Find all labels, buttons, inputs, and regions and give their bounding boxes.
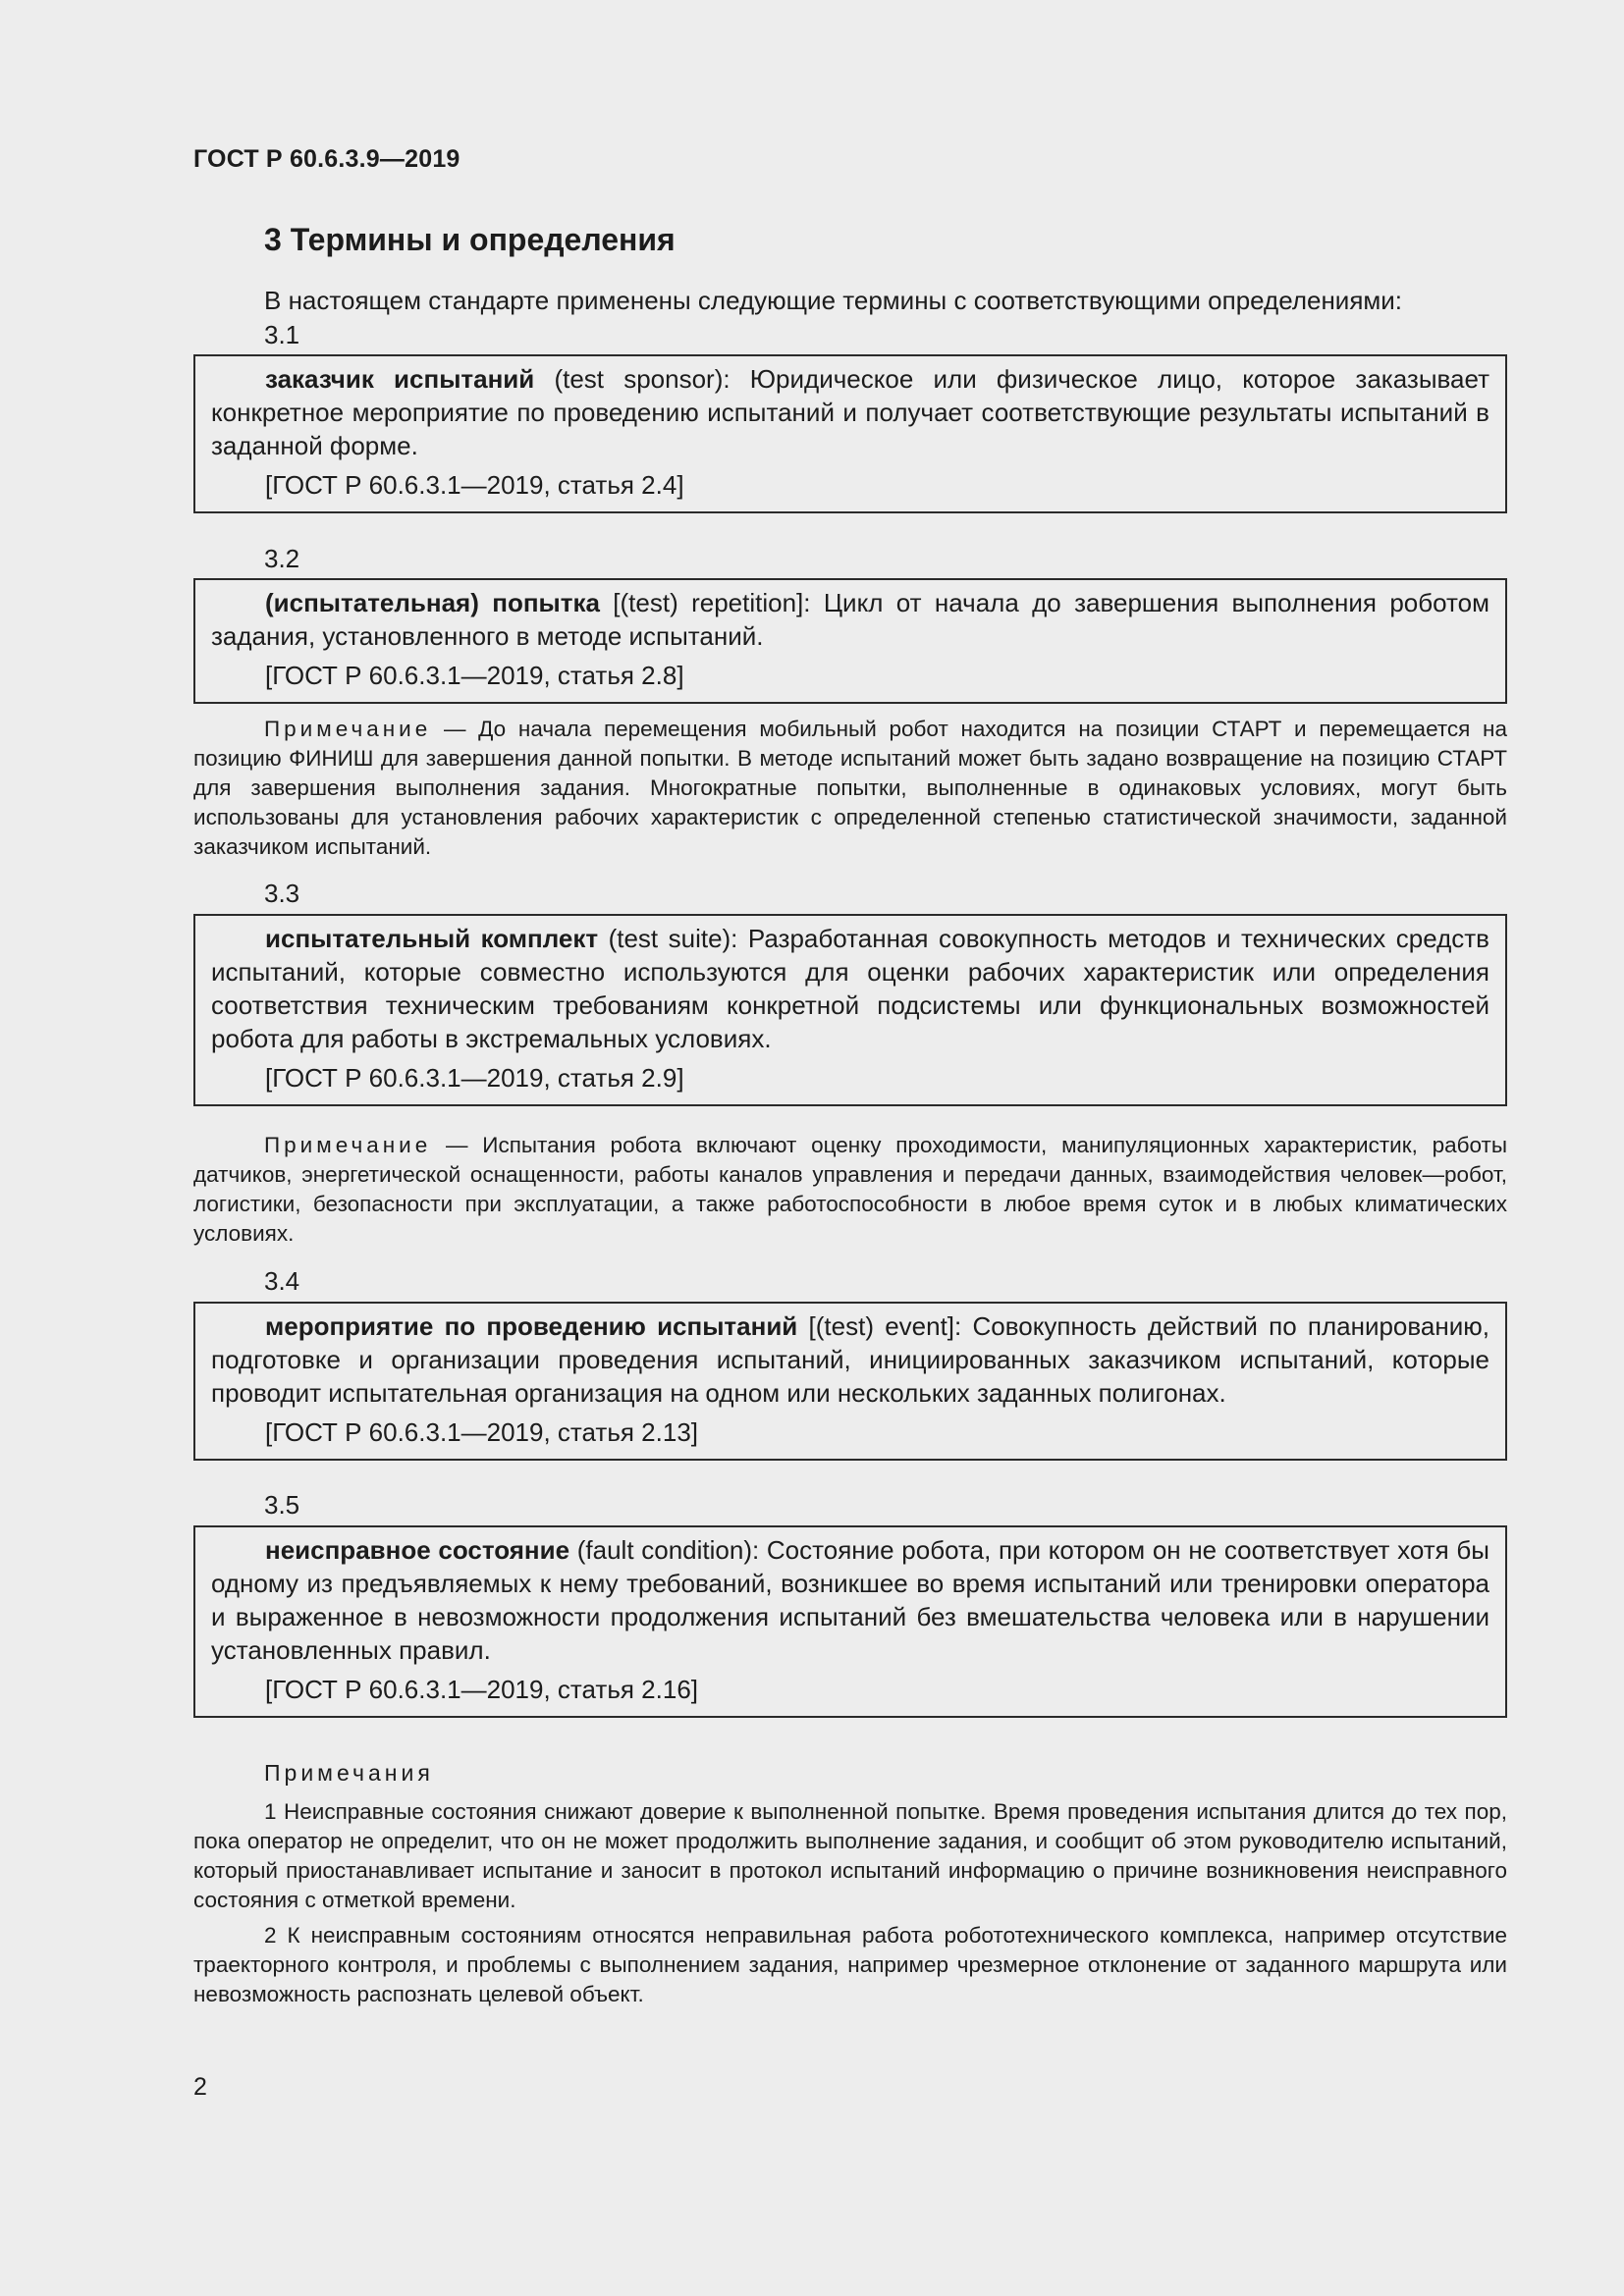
term-box	[193, 354, 1507, 513]
term-number: 3.3	[264, 879, 300, 908]
term-source: [ГОСТ Р 60.6.3.1—2019, статья 2.16]	[265, 1675, 698, 1704]
term-name: неисправное состояние	[265, 1535, 570, 1565]
note-text: — До начала перемещения мобильный робот находится на позиции СТАРТ и перемещается на позицию ФИНИШ для завершения данной попытки. В методе испытаний может быть задано возвращение на позицию СТАРТ для завершения выполнения задания. Многократные попытки, выполненные в одинаковых условиях, могут быть использованы для установления рабочих характеристик с определенной степенью статистической значимости, заданной заказчиком испытаний.	[193, 717, 1507, 859]
term-english: (test suite):	[598, 924, 738, 953]
term-text: Юридическое или физическое лицо, которое заказывает конкретное мероприятие по проведению испытаний и получает соответствующие результаты испытаний в заданной форме.	[211, 364, 1489, 460]
note-item: 1 Неисправные состояния снижают доверие к выполненной попытке. Время проведения испытания длится до тех пор, пока оператор не определит, что он не может продолжить выполнение задания, и сообщит об этом руководителю испытаний, который приостанавливает испытание и заносит в протокол испытаний информацию о причине возникновения неисправного состояния с отметкой времени.	[193, 1799, 1507, 1912]
note-item: 2 К неисправным состояниям относятся неправильная работа робототехнического комплекса, например отсутствие траекторного контроля, и проблемы с выполнением задания, например чрезмерное отклонение от заданного маршрута или невозможность распознать целевой объект.	[193, 1923, 1507, 2006]
term-name: заказчик испытаний	[265, 364, 535, 394]
term-source: [ГОСТ Р 60.6.3.1—2019, статья 2.8]	[265, 661, 684, 690]
term-box	[193, 1525, 1507, 1718]
term-box	[193, 578, 1507, 704]
section-intro: В настоящем стандарте применены следующие термины с соответствующими определениями:	[264, 286, 1403, 315]
term-source: [ГОСТ Р 60.6.3.1—2019, статья 2.9]	[265, 1063, 684, 1093]
term-name: мероприятие по проведению испытаний	[265, 1311, 798, 1341]
term-english: (fault condition):	[569, 1535, 760, 1565]
note-block	[193, 1797, 1507, 2009]
note-block	[193, 715, 1507, 862]
term-box	[193, 914, 1507, 1106]
term-text: Состояние робота, при котором он не соответствует хотя бы одному из предъявляемых к нему требований, возникшее во время испытаний или тренировки оператора и выраженное в невозможности продолжения испытаний без вмешательства человека или в нарушении установленных правил.	[211, 1535, 1489, 1665]
term-name: испытательный комплект	[265, 924, 599, 953]
term-english: (test sponsor):	[534, 364, 731, 394]
page-number: 2	[193, 2073, 207, 2101]
term-name: (испытательная) попытка	[265, 588, 600, 617]
term-definition	[211, 922, 1489, 1055]
term-english: [(test) repetition]:	[599, 588, 811, 617]
note-block	[193, 1131, 1507, 1249]
term-number: 3.4	[264, 1266, 300, 1296]
term-text: Разработанная совокупность методов и технических средств испытаний, которые совместно используются для оценки рабочих характеристик или определения соответствия техническим требованиям конкретной подсистемы или функциональных возможностей робота для работы в экстремальных условиях.	[211, 924, 1489, 1053]
term-english: [(test) event]:	[797, 1311, 962, 1341]
term-number: 3.5	[264, 1490, 300, 1520]
notes-heading: Примечания	[264, 1760, 434, 1786]
term-text: Совокупность действий по планированию, подготовке и организации проведения испытаний, инициированных заказчиком испытаний, которые проводит испытательная организация на одном или нескольких заданных полигонах.	[211, 1311, 1489, 1408]
section-title: 3 Термины и определения	[264, 222, 676, 257]
term-definition	[211, 362, 1489, 462]
term-definition	[211, 586, 1489, 653]
term-number: 3.2	[264, 544, 300, 573]
term-definition	[211, 1309, 1489, 1410]
note-text: — Испытания робота включают оценку проходимости, манипуляционных характеристик, работы датчиков, энергетической оснащенности, работы каналов управления и передачи данных, взаимодействия человек—робот, логистики, безопасности при эксплуатации, а также работоспособности в любое время суток и в любых климатических условиях.	[193, 1133, 1507, 1246]
term-source: [ГОСТ Р 60.6.3.1—2019, статья 2.4]	[265, 470, 684, 500]
term-source: [ГОСТ Р 60.6.3.1—2019, статья 2.13]	[265, 1417, 698, 1447]
term-number: 3.1	[264, 320, 300, 349]
term-box	[193, 1302, 1507, 1461]
note-label: Примечание	[264, 717, 432, 741]
document-header: ГОСТ Р 60.6.3.9—2019	[193, 145, 460, 173]
note-label: Примечание	[264, 1133, 432, 1157]
term-definition	[211, 1533, 1489, 1667]
term-text: Цикл от начала до завершения выполнения роботом задания, установленного в методе испытаний.	[211, 588, 1489, 651]
